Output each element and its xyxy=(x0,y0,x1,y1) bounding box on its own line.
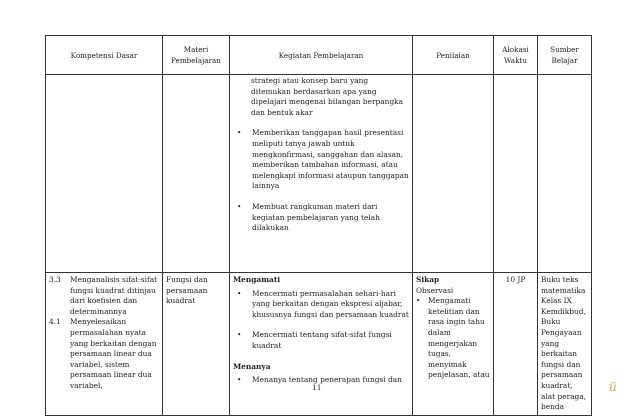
empty-kd-cell xyxy=(46,75,163,273)
header-kd: Kompetensi Dasar xyxy=(46,36,163,75)
kegiatan-cell xyxy=(230,75,413,273)
sumber-cell: Buku teks matematika Kelas IX Kemdikbud, Buku Pengayaan yang berkaitan fungsi dan persamaan kuadrat, alat peraga, benda xyxy=(538,273,592,416)
kd-item xyxy=(49,317,159,391)
materi-cell: Fungsi dan persamaan kuadrat xyxy=(163,273,230,416)
kd-text: Menyelesaikan permasalahan nyata yang berkaitan dengan persamaan linear dua variabel, sistem persamaan linear dua variabel, xyxy=(70,317,157,390)
publisher-logo: ü xyxy=(609,380,617,394)
list-item: • Mencermati tentang sifat-sifat fungsi kuadrat xyxy=(237,330,392,350)
list-item: • Mencermati permasalahan sehari-hari yang berkaitan dengan ekspresi aljabar, khususnya fungsi dan persamaan kuadrat xyxy=(237,288,409,319)
empty-materi-cell xyxy=(163,75,230,273)
header-materi: Materi Pembelajaran xyxy=(163,36,230,75)
bullet-icon: • xyxy=(237,128,242,138)
empty-alokasi-cell xyxy=(494,75,538,273)
header-alokasi: Alokasi Waktu xyxy=(494,36,538,75)
penilaian-subheading: Observasi xyxy=(416,285,454,295)
table-row xyxy=(46,75,592,273)
kd-number: 3.3 xyxy=(49,275,61,284)
bullet-icon: • xyxy=(237,375,242,385)
penilaian-heading: Sikap xyxy=(416,275,440,284)
kd-number: 4.1 xyxy=(49,317,61,327)
list-item: • Menanya tentang penerapan fungsi dan xyxy=(237,375,402,385)
table-row xyxy=(46,273,592,416)
bullet-icon: • xyxy=(237,201,242,211)
kegiatan-cell xyxy=(230,273,413,416)
menanya-heading: Menanya xyxy=(233,361,271,371)
empty-penilaian-cell xyxy=(413,75,494,273)
empty-sumber-cell xyxy=(538,75,592,273)
list-item: • Mengamati ketelitian dan rasa ingin tahu dalam mengerjakan tugas, menyimak penjelasan, atau xyxy=(416,296,490,380)
header-kegiatan: Kegiatan Pembelajaran xyxy=(230,36,413,75)
kd-cell xyxy=(46,273,163,416)
kd-item xyxy=(49,275,159,317)
kd-text: Menganalisis sifat-sifat fungsi kuadrat ditinjau dari koefisien dan determinannya xyxy=(70,275,158,316)
penilaian-cell xyxy=(413,273,494,416)
bullet-icon: • xyxy=(416,296,421,306)
kegiatan-list xyxy=(233,128,409,233)
bullet-icon: • xyxy=(237,330,242,340)
page-number: 11 xyxy=(312,383,322,392)
lesson-plan-table xyxy=(45,35,592,416)
list-item: • Memberikan tanggapan hasil presentasi meliputi tanya jawab untuk mengkonfirmasi, sanggahan dan alasan, memberikan tambahan informasi, atau melengkapi informasi ataupun tanggapan lainnya xyxy=(237,128,409,191)
alokasi-cell: 10 JP xyxy=(494,273,538,416)
kegiatan-continuation: strategi atau konsep baru yang ditemukan berdasarkan apa yang dipelajari mengenai bilangan berpangka dan bentuk akar xyxy=(251,76,404,117)
list-item: • Membuat rangkuman materi dari kegiatan pembelajaran yang telah dilakukan xyxy=(237,201,380,233)
bullet-icon: • xyxy=(237,288,242,298)
header-sumber: Sumber Belajar xyxy=(538,36,592,75)
mengamati-list xyxy=(233,289,409,352)
header-row xyxy=(46,36,592,75)
mengamati-heading: Mengamati xyxy=(233,275,281,284)
header-penilaian: Penilaian xyxy=(413,36,494,75)
penilaian-list xyxy=(416,296,490,381)
